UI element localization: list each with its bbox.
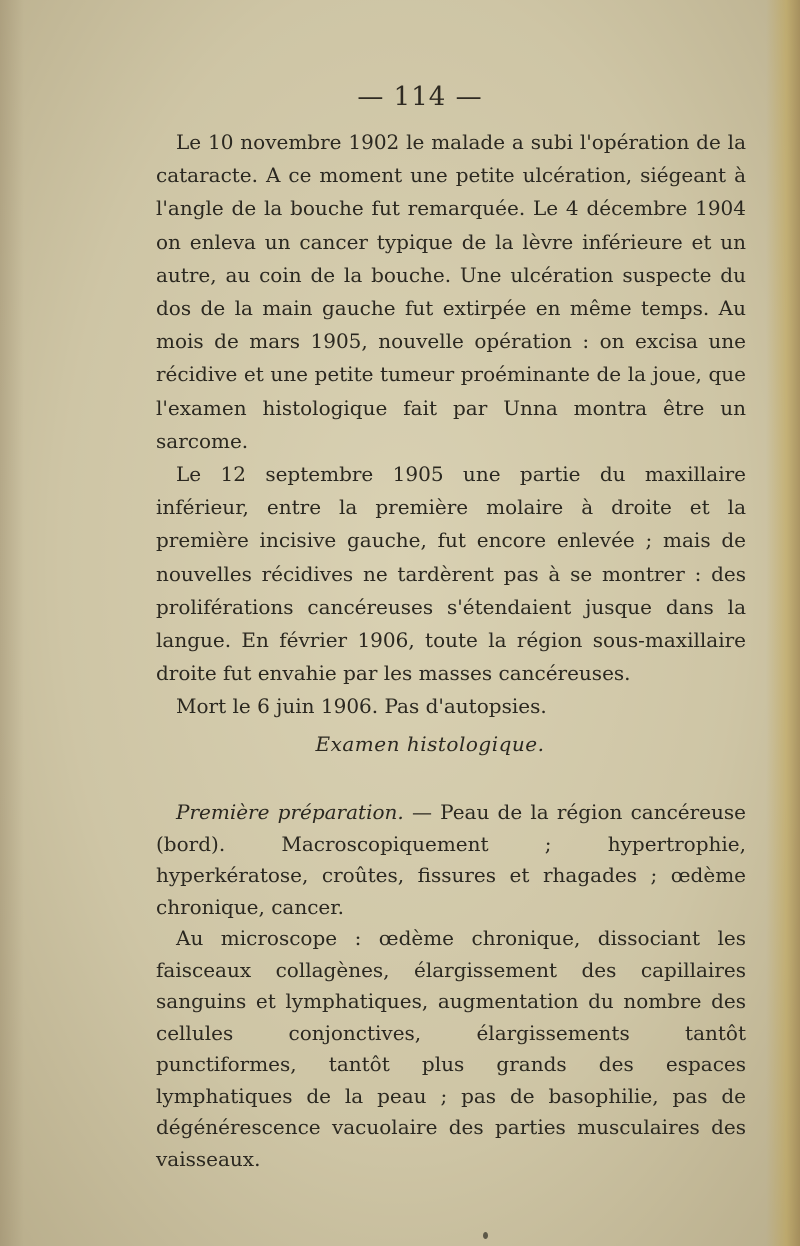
- section-title: Examen histologique.: [315, 732, 545, 756]
- page-shadow-left: [0, 0, 24, 1246]
- page-stain-right: [766, 0, 800, 1246]
- preparation-paragraph: [156, 797, 746, 923]
- preparation-label: Première préparation.: [176, 800, 404, 824]
- paragraph: Le 12 septembre 1905 une partie du maxillaire inférieur, entre la première molaire à droite et la première incisive gauche, fut encore enlevée ; mais de nouvelles récidives ne tardèrent pas à se montrer : des proliférations cancéreuses s'étendaient jusque dans la langue. En février 1906, toute la région sous-maxillaire droite fut envahie par les masses cancéreuses.: [156, 462, 746, 686]
- page-number: — 114 —: [357, 82, 483, 112]
- preparation-description: — Peau de la région cancéreuse (bord). Macroscopiquement ; hypertrophie, hyperkératose, croûtes, fissures et rhagades ; œdème chronique, cancer.: [156, 800, 746, 919]
- ink-speck: [483, 1232, 488, 1239]
- case-history-text: [156, 126, 746, 724]
- paragraph: Le 10 novembre 1902 le malade a subi l'opération de la cataracte. A ce moment une petite ulcération, siégeant à l'angle de la bouche fut remarquée. Le 4 décembre 1904 on enleva un cancer typique de la lèvre inférieure et un autre, au coin de la bouche. Une ulcération suspecte du dos de la main gauche fut extirpée en même temps. Au mois de mars 1905, nouvelle opération : on excisa une récidive et une petite tumeur proéminante de la joue, que l'examen histologique fait par Unna montra être un sarcome.: [156, 130, 746, 453]
- microscope-paragraph: Au microscope : œdème chronique, dissociant les faisceaux collagènes, élargissement des capillaires sanguins et lymphatiques, augmentation du nombre des cellules conjonctives, élargissements tantôt punctiformes, tantôt plus grands des espaces lymphatiques de la peau ; pas de basophilie, pas de dégénérescence vacuolaire des parties musculaires des vaisseaux.: [156, 926, 746, 1171]
- preparation-text: [156, 797, 746, 1175]
- paragraph: Mort le 6 juin 1906. Pas d'autopsies.: [176, 694, 547, 719]
